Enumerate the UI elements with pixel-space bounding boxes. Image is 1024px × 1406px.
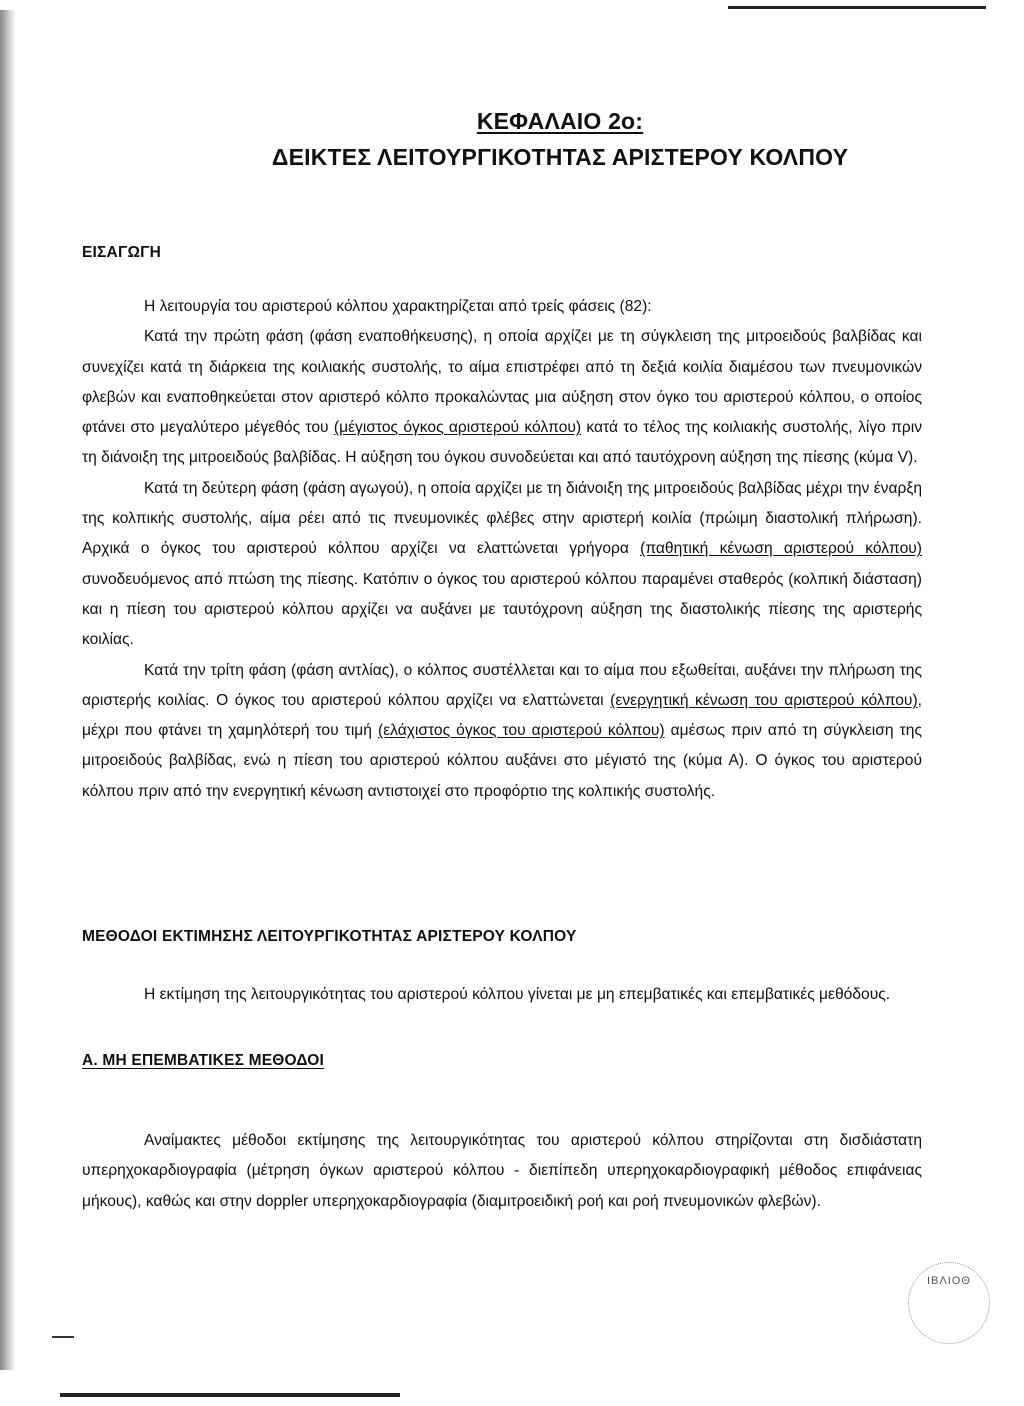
scan-binding-shadow	[0, 10, 16, 1370]
chapter-number-text: ΚΕΦΑΛΑΙΟ 2ο:	[476, 108, 644, 134]
noninvasive-paragraph: Αναίμακτες μέθοδοι εκτίμησης της λειτουργικότητας του αριστερού κόλπου στηρίζονται στη δισδιάστατη υπερηχοκαρδιογραφία (μέτρηση όγκων αριστερού κόλπου - διεπίπεδη υπερηχοκαρδιογραφική μέθοδος επιφάνειας μήκους), καθώς και στην doppler υπερηχοκαρδιογραφία (διαμιτροειδική ροή και ροή πνευμονικών φλεβών).	[82, 1132, 922, 1210]
phase-3-text: Κατά την τρίτη φάση (φάση αντλίας), ο κόλπος συστέλλεται και το αίμα που εξωθείται, αυξάνει την πλήρωση της αριστερής κοιλίας. Ο όγκος του αριστερού κόλπου αρχίζει να ελαττώνεται	[82, 661, 922, 709]
scan-line-top	[728, 6, 986, 9]
phase-3-text-end: αμέσως πριν από τη σύγκλειση της μιτροειδούς βαλβίδας, ενώ η πίεση του αριστερού κόλπου αυξάνει στο μέγιστό της (κύμα Α). Ο όγκος του αριστερού κόλπου πριν από την ενεργητική κένωση αντιστοιχεί στο προφόρτιο της κολπικής συστολής.	[82, 722, 922, 800]
phase-3-paragraph	[82, 656, 922, 807]
phase-1-text-cont: κατά το τέλος της κοιλιακής συστολής, λίγο πριν τη διάνοιξη της μιτροειδούς βαλβίδας. Η αύξηση του όγκου συνοδεύεται και από ταυτόχρονη αύξηση της πίεσης (κύμα V).	[82, 419, 922, 467]
phase-1-paragraph	[82, 322, 922, 473]
phase-2-text: Κατά τη δεύτερη φάση (φάση αγωγού), η οποία αρχίζει με τη διάνοιξη της μιτροειδούς βαλβίδας μέχρι την έναρξη της κολπικής συστολής, αίμα ρέει από τις πνευμονικές φλέβες στην αριστερή κοιλία (πρώιμη διαστολική πλήρωση). Αρχικά ο όγκος του αριστερού κόλπου αρχίζει να ελαττώνεται γρήγορα	[82, 479, 922, 558]
scan-mark	[52, 1322, 74, 1338]
max-volume-term: (μέγιστος όγκος αριστερού κόλπου)	[333, 419, 582, 437]
intro-body	[82, 292, 922, 807]
intro-heading: ΕΙΣΑΓΩΓΗ	[82, 244, 161, 261]
phase-2-text-cont: συνοδευόμενος από πτώση της πίεσης. Κατόπιν ο όγκος του αριστερού κόλπου παραμένει σταθερός (κολπική διάσταση) και η πίεση του αριστερού κόλπου αρχίζει να αυξάνει με ταυτόχρονη αύξηση της διαστολικής πίεσης της αριστερής κοιλίας.	[82, 570, 922, 649]
min-volume-term: (ελάχιστος όγκος του αριστερού κόλπου)	[378, 722, 665, 740]
methods-paragraph: Η εκτίμηση της λειτουργικότητας του αριστερού κόλπου γίνεται με μη επεμβατικές και επεμβατικές μεθόδους.	[144, 986, 891, 1003]
chapter-number	[48, 108, 1024, 135]
methods-heading: ΜΕΘΟΔΟΙ ΕΚΤΙΜΗΣΗΣ ΛΕΙΤΟΥΡΓΙΚΟΤΗΤΑΣ ΑΡΙΣΤΕΡΟΥ ΚΟΛΠΟΥ	[82, 928, 577, 945]
active-emptying-term: (ενεργητική κένωση του αριστερού κόλπου)	[610, 691, 918, 709]
passive-emptying-term: (παθητική κένωση αριστερού κόλπου)	[640, 540, 922, 558]
noninvasive-body	[82, 1126, 922, 1217]
library-stamp	[908, 1262, 990, 1344]
methods-body	[82, 980, 922, 1010]
library-stamp-text: ΙΒΛΙΟΘ	[927, 1275, 971, 1287]
phase-3-text-cont: , μέχρι που φτάνει τη χαμηλότερή του τιμή	[82, 691, 922, 740]
phase-2-paragraph	[82, 474, 922, 656]
phase-1-text: Κατά την πρώτη φάση (φάση εναποθήκευσης), η οποία αρχίζει με τη σύγκλειση της μιτροειδούς βαλβίδας και συνεχίζει κατά τη διάρκεια της κοιλιακής συστολής, το αίμα επιστρέφει από τη δεξιά κοιλία διαμέσου των πνευμονικών φλεβών και εναποθηκεύεται στον αριστερό κόλπο προκαλώντας μια αύξηση στον όγκο του αριστερού κόλπου, ο οποίος φτάνει στο μεγαλύτερο μέγεθός του	[82, 328, 922, 437]
noninvasive-heading: Α. ΜΗ ΕΠΕΜΒΑΤΙΚΕΣ ΜΕΘΟΔΟΙ	[82, 1052, 325, 1069]
scan-line-bottom	[60, 1393, 400, 1397]
intro-lead: Η λειτουργία του αριστερού κόλπου χαρακτηρίζεται από τρείς φάσεις (82):	[144, 298, 652, 315]
chapter-title: ΔΕΙΚΤΕΣ ΛΕΙΤΟΥΡΓΙΚΟΤΗΤΑΣ ΑΡΙΣΤΕΡΟΥ ΚΟΛΠΟΥ	[271, 144, 849, 170]
